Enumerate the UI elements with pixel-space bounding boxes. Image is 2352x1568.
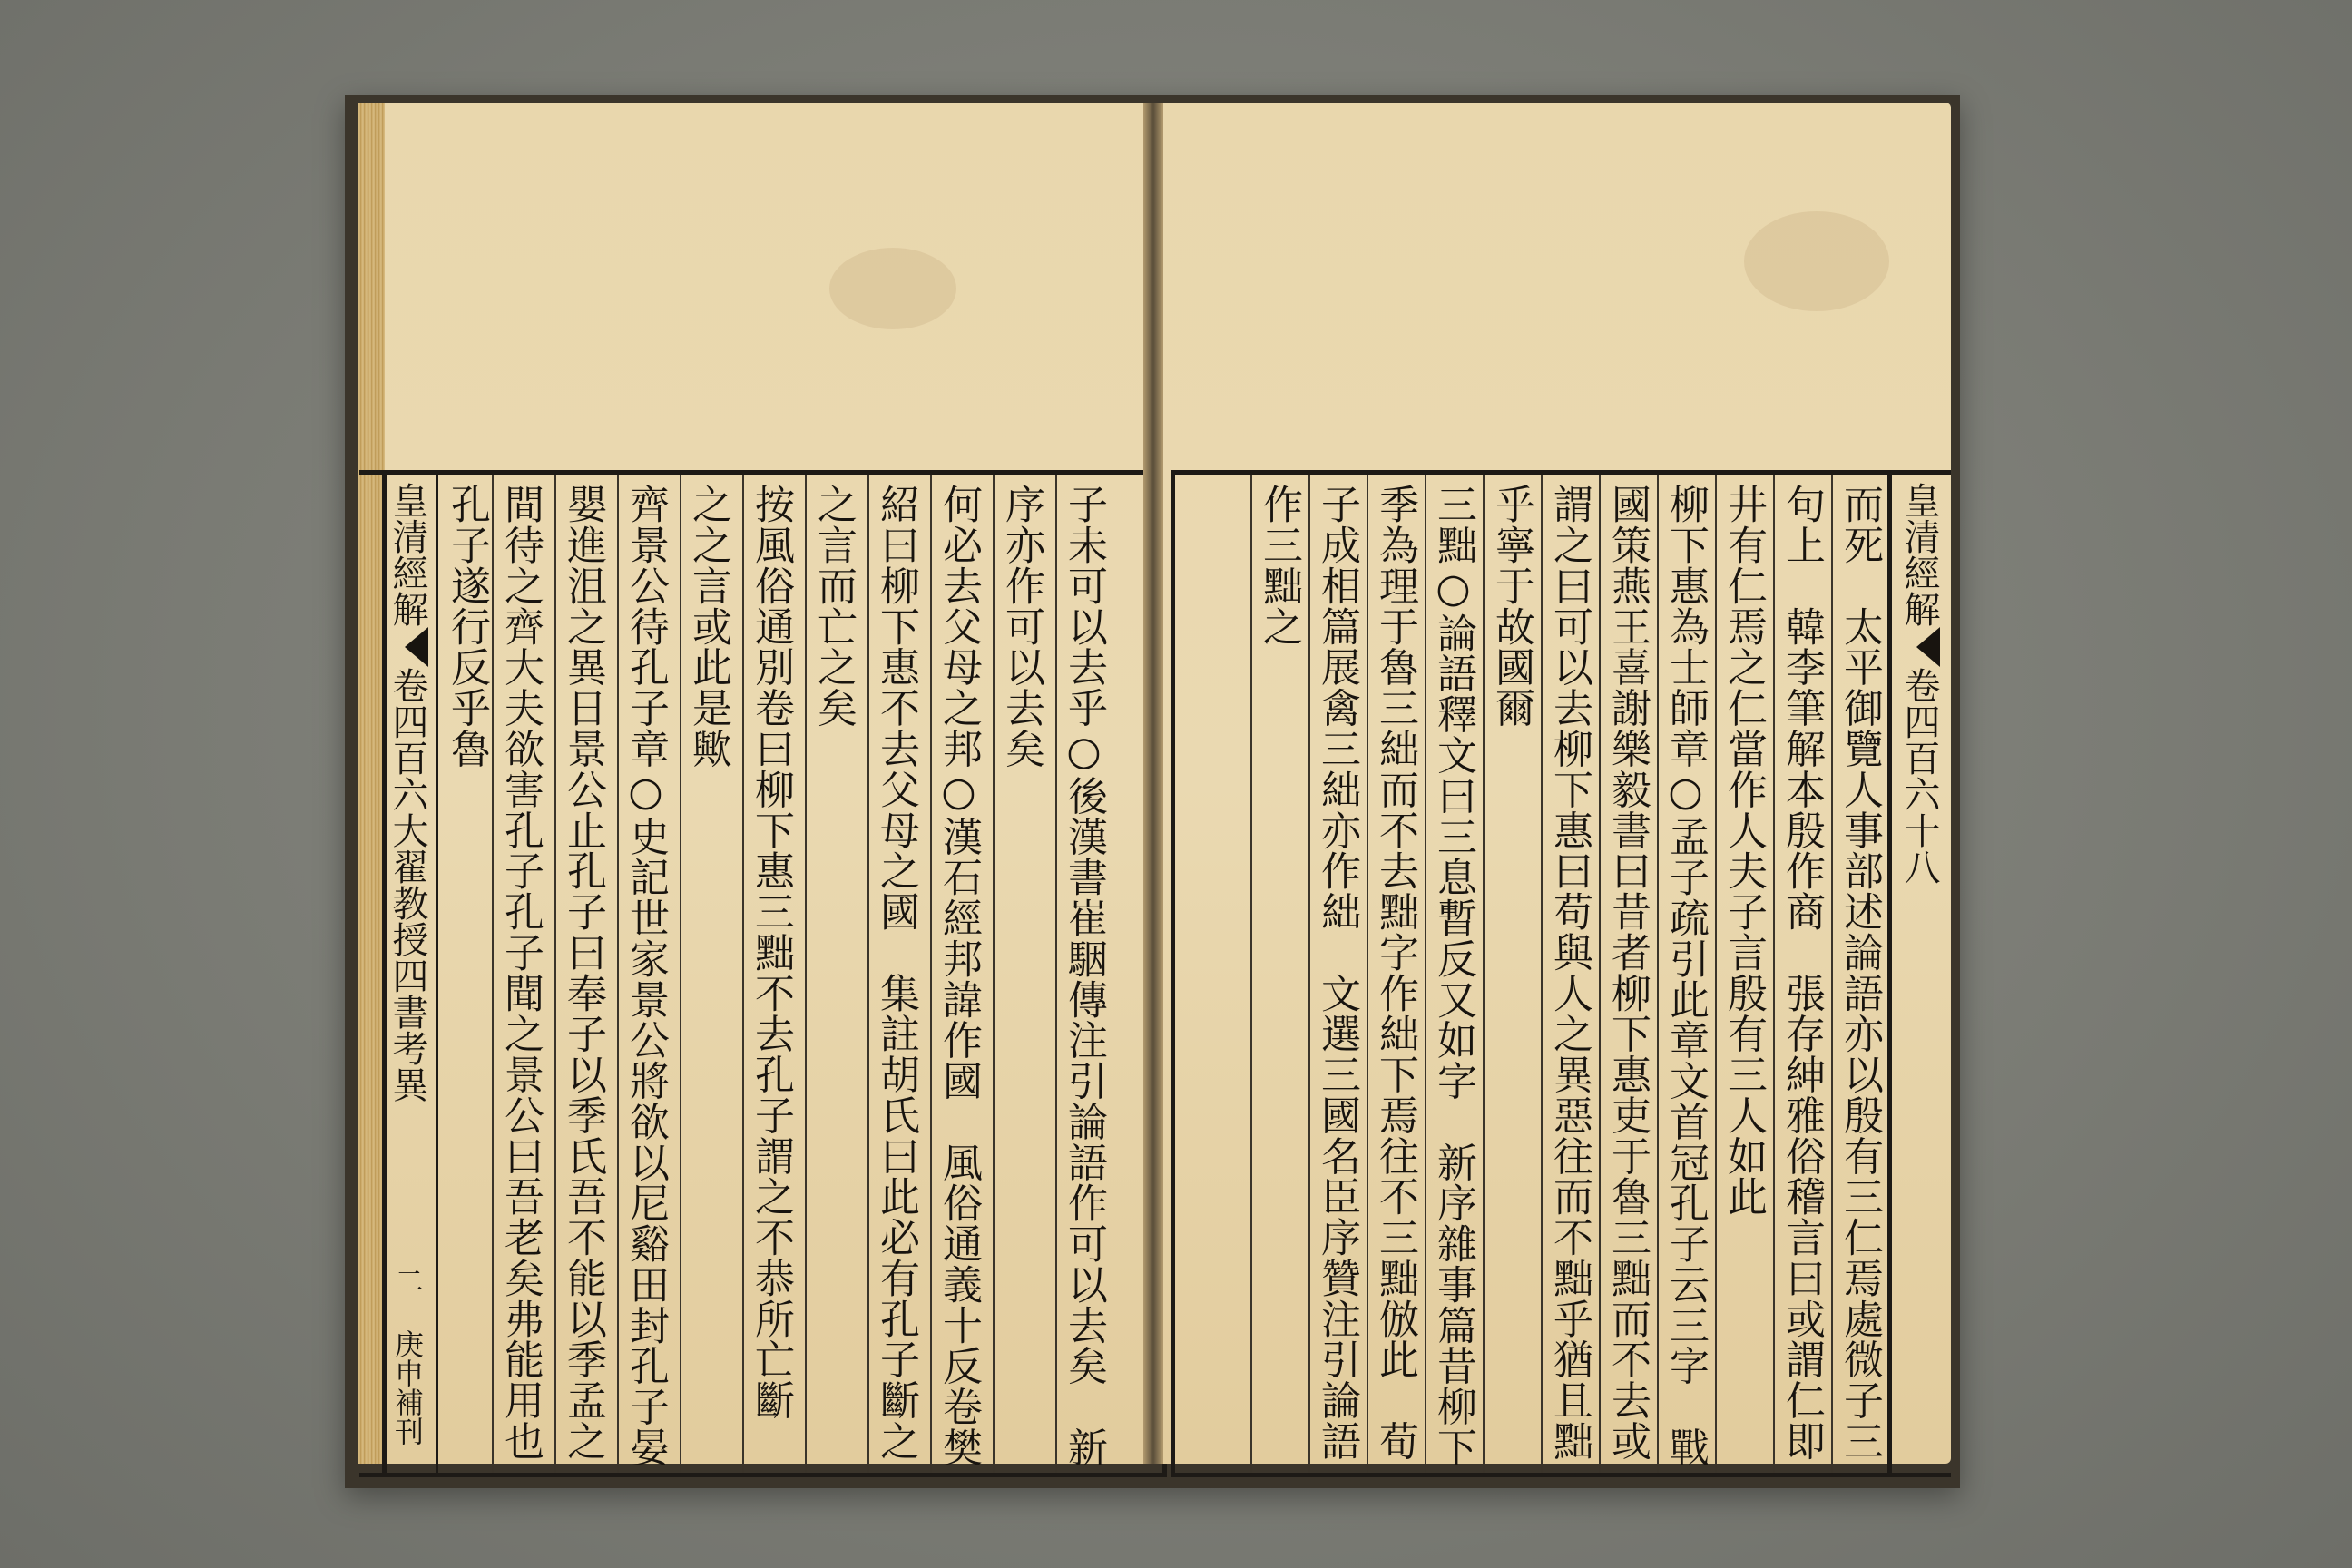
book-gutter: [1143, 103, 1163, 1464]
margin-title: 皇清經解: [1898, 482, 1940, 627]
text-column: 謂之曰可以去柳下惠曰苟與人之異惡往而不黜乎猶且黜: [1541, 475, 1597, 1473]
fishtail-mark: [1916, 627, 1940, 667]
text-column: 齊景公待孔子章○史記世家景公將欲以尼谿田封孔子晏: [617, 475, 673, 1473]
text-column: 而死 太平御覽人事部述論語亦以殷有三仁焉處微子三: [1831, 475, 1887, 1473]
open-book: [345, 95, 1960, 1488]
left-page: [358, 103, 1156, 1468]
text-column: 井有仁焉之仁當作人夫子言殷有三人如此: [1715, 475, 1771, 1473]
margin-volume: 卷四百六十八: [1898, 667, 1940, 885]
text-column: 嬰進沮之異日景公止孔子曰奉子以季氏吾不能以季孟之: [554, 475, 611, 1473]
text-column: 間待之齊大夫欲害孔子孔子聞之景公曰吾老矣弗能用也: [492, 475, 548, 1473]
paper-stain: [1744, 211, 1889, 311]
text-column: 之之言或此是歟: [680, 475, 736, 1473]
text-column: 孔子遂行反乎魯: [444, 484, 490, 769]
text-column: 句上 韓李筆解本殷作商 張存紳雅俗稽言曰或謂仁即: [1773, 475, 1829, 1473]
text-column: 何必去父母之邦○漢石經邦諱作國 風俗通義十反卷樊: [930, 475, 986, 1473]
margin-author: 大翟教授四書考異: [387, 812, 428, 1102]
paper-stain: [829, 248, 956, 329]
text-column: 三黜○論語釋文曰三息暫反又如字 新序雜事篇昔柳下: [1425, 475, 1481, 1473]
text-column: 作三黜之: [1250, 475, 1307, 1473]
text-column: 乎寧于故國爾: [1483, 475, 1539, 1473]
text-column: 紹曰柳下惠不去父母之國 集註胡氏曰此必有孔子斷之: [867, 475, 924, 1473]
fishtail-mark: [405, 627, 428, 667]
text-column: 季為理于魯三絀而不去黜字作絀下焉往不三黜倣此 荀: [1367, 475, 1423, 1473]
text-column: 子未可以去乎○後漢書崔駰傳注引論語作可以去矣 新: [1055, 475, 1112, 1473]
right-text-frame: [1171, 470, 1951, 1477]
margin-title: 皇清經解: [387, 482, 428, 627]
text-column: 序亦作可以去矣: [993, 475, 1049, 1473]
left-text-frame: [359, 470, 1167, 1477]
text-column: 按風俗通別卷曰柳下惠三黜不去孔子謂之不恭所亡斷: [742, 475, 799, 1473]
margin-volume: 卷四百六: [387, 667, 428, 812]
text-column: 之言而亡之矣: [805, 475, 861, 1473]
text-column: 柳下惠為士師章○孟子疏引此章文首冠孔子云三字 戰: [1657, 475, 1713, 1473]
text-column: 子成相篇展禽三絀亦作絀 文選三國名臣序贊注引論語: [1308, 475, 1365, 1473]
text-column: 國策燕王喜謝樂毅書曰昔者柳下惠吏于魯三黜而不去或: [1599, 475, 1655, 1473]
right-margin-label: [1887, 475, 1951, 1473]
margin-folio: 二 庚申補刊: [390, 1266, 425, 1446]
right-page: [1163, 103, 1951, 1468]
left-margin-label: [382, 475, 438, 1473]
